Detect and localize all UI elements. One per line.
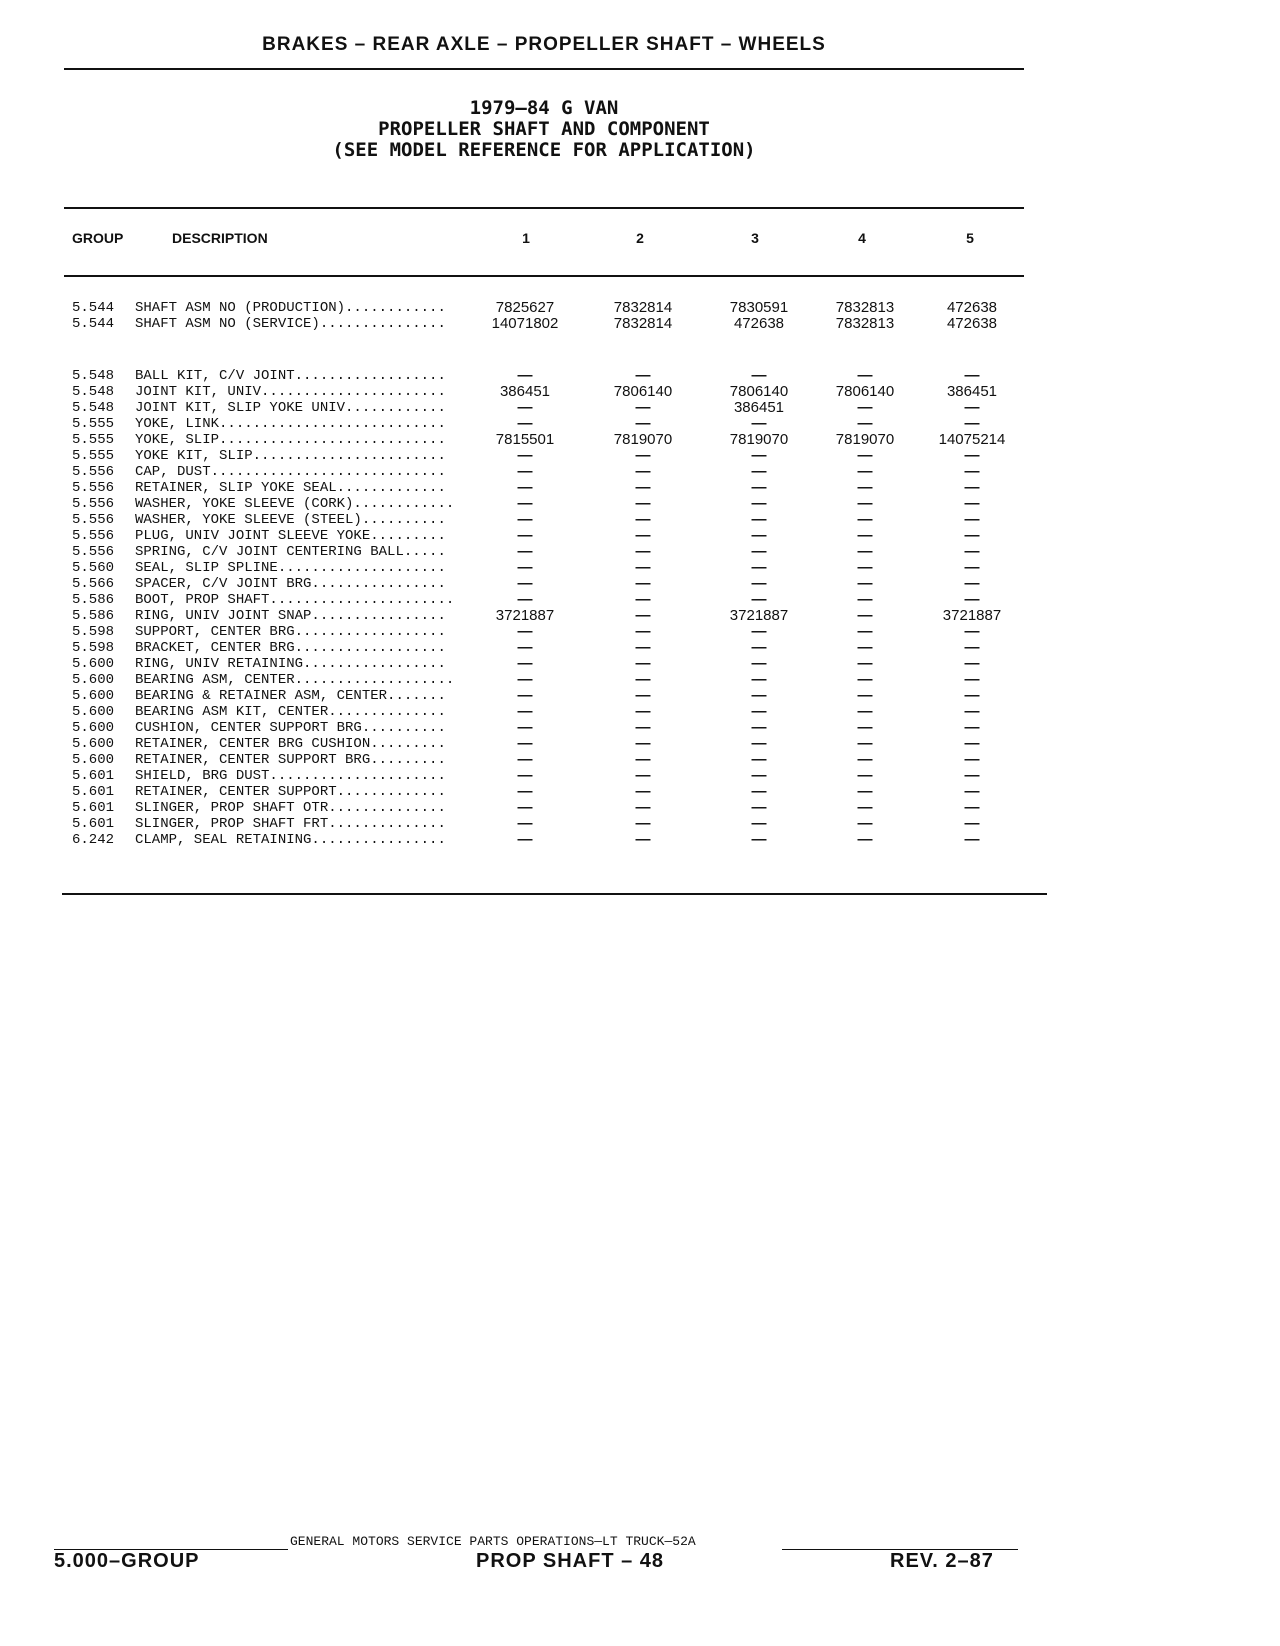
part-description: JOINT KIT, SLIP YOKE UNIV............ [135,400,446,416]
part-number-col-4: — [857,543,873,560]
part-number-col-2: — [635,703,651,720]
table-row [0,400,1280,416]
part-number-col-1: — [517,623,533,640]
part-number-col-2: — [635,479,651,496]
group-number: 5.601 [72,816,115,832]
part-description: JOINT KIT, UNIV...................... [135,384,446,400]
part-number-col-1: — [517,559,533,576]
part-number-col-3: — [751,703,767,720]
part-number-col-5: — [964,783,980,800]
part-number-col-1: — [517,655,533,672]
part-number-col-4: 7832813 [835,299,895,316]
part-number-col-5: — [964,367,980,384]
table-row [0,528,1280,544]
group-number: 5.601 [72,784,115,800]
group-number: 5.600 [72,704,115,720]
part-number-col-1: — [517,703,533,720]
part-number-col-4: — [857,703,873,720]
part-number-col-4: — [857,751,873,768]
part-number-col-2: — [635,671,651,688]
title-block [64,98,1024,161]
part-number-col-2: — [635,367,651,384]
part-number-col-4: 7806140 [835,383,895,400]
group-number: 5.548 [72,400,115,416]
header-rule [64,68,1024,70]
table-row [0,720,1280,736]
part-number-col-5: — [964,815,980,832]
table-row [0,768,1280,784]
group-number: 5.556 [72,480,115,496]
part-number-col-5: 3721887 [942,607,1002,624]
part-number-col-3: 7806140 [729,383,789,400]
table-row [0,480,1280,496]
part-number-col-4: — [857,527,873,544]
part-number-col-2: — [635,495,651,512]
part-number-col-5: — [964,527,980,544]
part-number-col-5: — [964,415,980,432]
part-number-col-4: — [857,623,873,640]
part-number-col-3: — [751,575,767,592]
part-number-col-4: — [857,767,873,784]
table-row [0,816,1280,832]
group-number: 5.544 [72,300,115,316]
part-description: WASHER, YOKE SLEEVE (STEEL).......... [135,512,446,528]
group-number: 5.601 [72,800,115,816]
title-line-2: PROPELLER SHAFT AND COMPONENT [378,118,710,140]
part-number-col-5: 472638 [946,315,998,332]
table-row [0,416,1280,432]
part-number-col-2: — [635,687,651,704]
part-number-col-4: — [857,831,873,848]
table-row [0,832,1280,848]
part-number-col-5: — [964,655,980,672]
group-number: 5.566 [72,576,115,592]
group-number: 5.555 [72,416,115,432]
table-row [0,300,1280,316]
part-number-col-4: — [857,783,873,800]
part-number-col-4: — [857,719,873,736]
part-description: RETAINER, CENTER BRG CUSHION......... [135,736,446,752]
part-number-col-2: — [635,591,651,608]
part-number-col-3: — [751,815,767,832]
group-number: 5.600 [72,688,115,704]
part-number-col-5: — [964,543,980,560]
part-description: RETAINER, CENTER SUPPORT BRG......... [135,752,446,768]
column-header-group: GROUP [72,230,124,246]
part-number-col-1: — [517,719,533,736]
part-number-col-5: — [964,767,980,784]
part-number-col-1: — [517,511,533,528]
column-header-2: 2 [636,230,644,246]
part-number-col-2: — [635,527,651,544]
column-header-description: DESCRIPTION [172,230,268,246]
part-number-col-1: — [517,479,533,496]
part-description: BEARING ASM, CENTER................... [135,672,455,688]
table-row [0,368,1280,384]
part-number-col-1: — [517,399,533,416]
part-number-col-3: — [751,655,767,672]
part-description: BOOT, PROP SHAFT...................... [135,592,455,608]
part-number-col-4: — [857,655,873,672]
table-row [0,784,1280,800]
part-number-col-2: — [635,639,651,656]
part-number-col-3: — [751,495,767,512]
part-description: CLAMP, SEAL RETAINING................ [135,832,446,848]
part-description: BRACKET, CENTER BRG.................. [135,640,446,656]
part-number-col-1: — [517,591,533,608]
part-description: WASHER, YOKE SLEEVE (CORK)............ [135,496,455,512]
part-number-col-3: 7830591 [729,299,789,316]
part-number-col-2: 7832814 [613,315,673,332]
part-number-col-4: 7832813 [835,315,895,332]
part-number-col-3: — [751,511,767,528]
group-number: 5.556 [72,544,115,560]
table-row [0,672,1280,688]
part-number-col-3: — [751,543,767,560]
table-row [0,800,1280,816]
part-number-col-4: — [857,511,873,528]
part-number-col-2: — [635,735,651,752]
part-number-col-2: — [635,511,651,528]
part-description: PLUG, UNIV JOINT SLEEVE YOKE......... [135,528,446,544]
part-description: SUPPORT, CENTER BRG.................. [135,624,446,640]
part-number-col-3: — [751,783,767,800]
part-number-col-3: — [751,719,767,736]
part-number-col-3: — [751,447,767,464]
part-number-col-3: 3721887 [729,607,789,624]
part-number-col-2: — [635,767,651,784]
part-description: YOKE, LINK........................... [135,416,446,432]
part-number-col-1: — [517,783,533,800]
part-number-col-5: — [964,751,980,768]
part-description: RING, UNIV JOINT SNAP................ [135,608,446,624]
table-row [0,496,1280,512]
part-number-col-1: 386451 [499,383,551,400]
part-number-col-1: — [517,735,533,752]
part-number-col-5: — [964,831,980,848]
table-row [0,688,1280,704]
part-number-col-5: — [964,735,980,752]
part-number-col-1: — [517,447,533,464]
part-number-col-4: — [857,671,873,688]
part-number-col-1: 7815501 [495,431,555,448]
part-number-col-5: — [964,511,980,528]
part-number-col-2: — [635,399,651,416]
column-header-5: 5 [966,230,974,246]
column-header-1: 1 [522,230,530,246]
part-number-col-5: — [964,463,980,480]
part-number-col-3: — [751,415,767,432]
part-description: SPRING, C/V JOINT CENTERING BALL..... [135,544,446,560]
table-row [0,464,1280,480]
part-number-col-4: — [857,463,873,480]
group-number: 5.598 [72,624,115,640]
part-number-col-2: — [635,415,651,432]
part-number-col-3: — [751,735,767,752]
part-number-col-2: — [635,815,651,832]
part-description: YOKE KIT, SLIP....................... [135,448,446,464]
part-number-col-2: 7806140 [613,383,673,400]
group-number: 5.600 [72,656,115,672]
part-number-col-4: — [857,447,873,464]
part-number-col-3: — [751,639,767,656]
table-bottom-rule [62,893,1047,895]
table-top-rule [64,207,1024,209]
table-row [0,752,1280,768]
part-number-col-1: — [517,495,533,512]
part-number-col-4: — [857,799,873,816]
part-number-col-2: — [635,543,651,560]
part-number-col-2: — [635,623,651,640]
part-number-col-1: — [517,799,533,816]
part-number-col-3: — [751,527,767,544]
part-number-col-2: — [635,751,651,768]
part-number-col-3: — [751,831,767,848]
part-number-col-3: — [751,559,767,576]
table-row [0,608,1280,624]
part-description: SHAFT ASM NO (SERVICE)............... [135,316,446,332]
part-number-col-5: — [964,495,980,512]
footer-org-line: GENERAL MOTORS SERVICE PARTS OPERATIONS—LT TRUCK—52A [290,1534,696,1549]
group-number: 5.586 [72,592,115,608]
part-number-col-2: — [635,655,651,672]
part-number-col-1: 3721887 [495,607,555,624]
part-number-col-1: — [517,463,533,480]
part-number-col-3: — [751,687,767,704]
part-number-col-1: — [517,639,533,656]
part-number-col-5: — [964,639,980,656]
part-number-col-5: — [964,479,980,496]
part-number-col-5: 14075214 [938,431,1006,448]
part-number-col-5: 472638 [946,299,998,316]
part-description: BEARING ASM KIT, CENTER.............. [135,704,446,720]
part-description: RETAINER, CENTER SUPPORT............. [135,784,446,800]
part-number-col-1: — [517,575,533,592]
title-line-3: (SEE MODEL REFERENCE FOR APPLICATION) [332,139,756,161]
group-number: 5.600 [72,752,115,768]
group-number: 5.544 [72,316,115,332]
part-description: SHIELD, BRG DUST..................... [135,768,446,784]
part-number-col-4: — [857,575,873,592]
part-number-col-4: — [857,815,873,832]
footer-page: PROP SHAFT – 48 [476,1550,665,1572]
table-row [0,736,1280,752]
part-number-col-3: — [751,479,767,496]
part-number-col-5: 386451 [946,383,998,400]
table-row [0,544,1280,560]
group-number: 5.556 [72,512,115,528]
part-number-col-2: — [635,799,651,816]
part-number-col-2: — [635,719,651,736]
group-number: 5.556 [72,528,115,544]
part-number-col-4: — [857,607,873,624]
part-number-col-1: — [517,687,533,704]
footer-revision: REV. 2–87 [890,1550,994,1572]
group-number: 5.548 [72,368,115,384]
table-row [0,624,1280,640]
section-header: BRAKES – REAR AXLE – PROPELLER SHAFT – WHEELS [262,34,826,55]
part-number-col-5: — [964,799,980,816]
part-description: BEARING & RETAINER ASM, CENTER....... [135,688,446,704]
part-number-col-1: — [517,831,533,848]
part-number-col-5: — [964,719,980,736]
part-number-col-2: — [635,447,651,464]
group-number: 5.560 [72,560,115,576]
group-number: 5.600 [72,720,115,736]
part-description: CAP, DUST............................ [135,464,446,480]
part-number-col-4: — [857,495,873,512]
part-number-col-1: — [517,751,533,768]
part-number-col-1: — [517,415,533,432]
part-number-col-5: — [964,671,980,688]
part-description: SLINGER, PROP SHAFT OTR.............. [135,800,446,816]
group-number: 5.598 [72,640,115,656]
group-number: 5.586 [72,608,115,624]
group-number: 5.601 [72,768,115,784]
part-number-col-2: — [635,463,651,480]
part-number-col-4: — [857,399,873,416]
column-header-4: 4 [858,230,866,246]
part-number-col-2: — [635,783,651,800]
group-number: 5.555 [72,448,115,464]
table-row [0,432,1280,448]
part-number-col-1: 7825627 [495,299,555,316]
title-line-1: 1979–84 G VAN [469,97,619,119]
table-row [0,704,1280,720]
part-number-col-4: — [857,735,873,752]
part-number-col-4: — [857,687,873,704]
table-row [0,592,1280,608]
part-number-col-5: — [964,559,980,576]
part-number-col-5: — [964,687,980,704]
part-description: SHAFT ASM NO (PRODUCTION)............ [135,300,446,316]
table-row [0,384,1280,400]
part-number-col-1: — [517,767,533,784]
part-description: SLINGER, PROP SHAFT FRT.............. [135,816,446,832]
part-number-col-3: 386451 [733,399,785,416]
part-number-col-3: — [751,671,767,688]
part-number-col-4: — [857,415,873,432]
table-header-rule [64,275,1024,277]
part-description: CUSHION, CENTER SUPPORT BRG.......... [135,720,446,736]
group-number: 5.548 [72,384,115,400]
part-number-col-1: — [517,367,533,384]
group-number: 5.600 [72,672,115,688]
part-number-col-3: — [751,463,767,480]
part-number-col-3: — [751,751,767,768]
part-number-col-3: 7819070 [729,431,789,448]
part-number-col-5: — [964,447,980,464]
footer-group: 5.000–GROUP [54,1550,200,1572]
group-number: 5.556 [72,496,115,512]
group-number: 5.556 [72,464,115,480]
table-row [0,576,1280,592]
part-description: YOKE, SLIP........................... [135,432,446,448]
part-number-col-2: 7832814 [613,299,673,316]
table-row [0,560,1280,576]
part-number-col-2: — [635,831,651,848]
column-header-3: 3 [751,230,759,246]
part-description: RING, UNIV RETAINING................. [135,656,446,672]
table-row [0,448,1280,464]
part-description: BALL KIT, C/V JOINT.................. [135,368,446,384]
part-number-col-1: — [517,671,533,688]
part-number-col-1: 14071802 [491,315,559,332]
group-number: 6.242 [72,832,115,848]
part-number-col-1: — [517,543,533,560]
part-number-col-4: — [857,591,873,608]
part-number-col-3: — [751,623,767,640]
group-number: 5.555 [72,432,115,448]
part-number-col-4: — [857,639,873,656]
part-number-col-2: — [635,575,651,592]
part-number-col-5: — [964,591,980,608]
part-number-col-2: — [635,559,651,576]
part-number-col-4: — [857,479,873,496]
part-description: RETAINER, SLIP YOKE SEAL............. [135,480,446,496]
part-description: SPACER, C/V JOINT BRG................ [135,576,446,592]
part-number-col-3: — [751,591,767,608]
part-number-col-3: — [751,767,767,784]
group-number: 5.600 [72,736,115,752]
part-number-col-5: — [964,623,980,640]
part-number-col-4: — [857,367,873,384]
part-number-col-3: 472638 [733,315,785,332]
part-number-col-3: — [751,799,767,816]
part-number-col-4: — [857,559,873,576]
part-number-col-5: — [964,575,980,592]
part-number-col-5: — [964,703,980,720]
part-number-col-5: — [964,399,980,416]
part-number-col-1: — [517,527,533,544]
table-row [0,316,1280,332]
table-row [0,512,1280,528]
table-row [0,640,1280,656]
part-number-col-4: 7819070 [835,431,895,448]
table-row [0,656,1280,672]
part-description: SEAL, SLIP SPLINE.................... [135,560,446,576]
part-number-col-2: — [635,607,651,624]
part-number-col-1: — [517,815,533,832]
part-number-col-3: — [751,367,767,384]
part-number-col-2: 7819070 [613,431,673,448]
